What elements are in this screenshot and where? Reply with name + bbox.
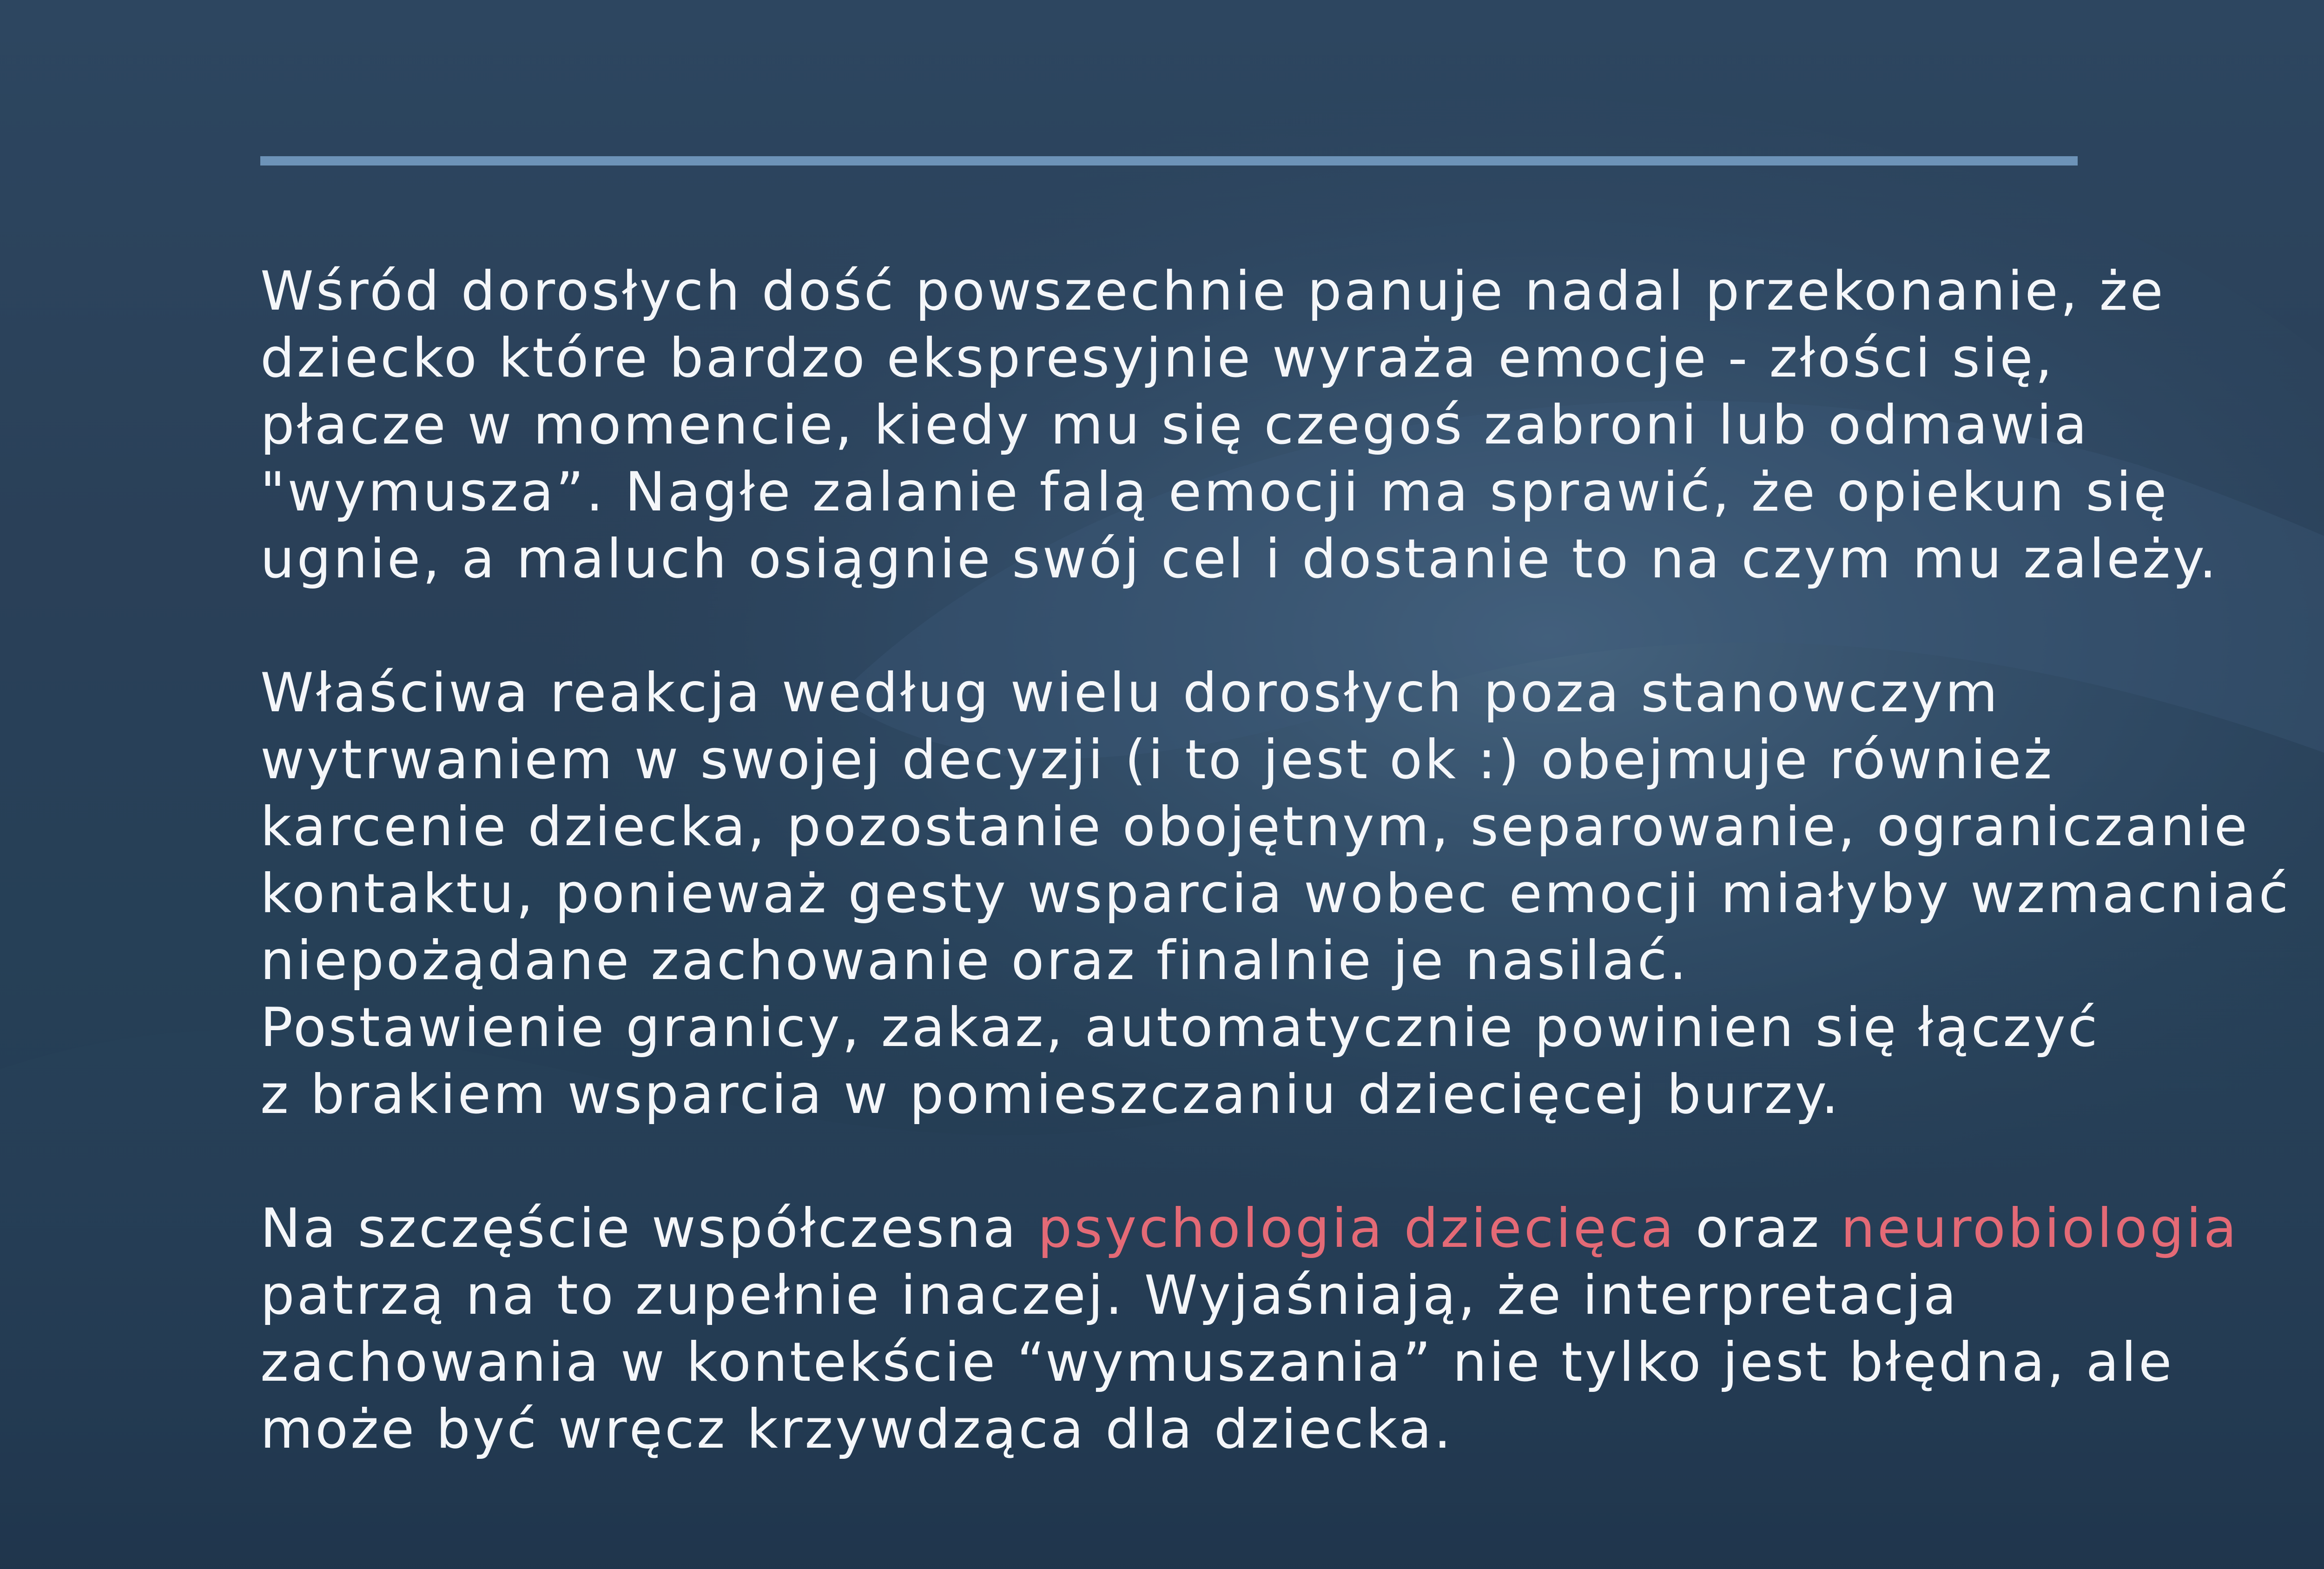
paragraph-line: niepożądane zachowanie oraz finalnie je nasilać. bbox=[260, 929, 1689, 992]
paragraph-line: Właściwa reakcja według wielu dorosłych poza stanowczym bbox=[260, 662, 2000, 724]
paragraph-2 bbox=[260, 660, 2305, 1128]
paragraph-3 bbox=[260, 1195, 2305, 1463]
highlight-psychologia: psychologia dziecięca bbox=[1037, 1197, 1676, 1260]
highlight-neurobiologia: neurobiologia bbox=[1841, 1197, 2239, 1260]
paragraph-line: dziecko które bardzo ekspresyjnie wyraża emocje - złości się, bbox=[260, 327, 2055, 390]
paragraph-line: wytrwaniem w swojej decyzji (i to jest ok :) obejmuje również bbox=[260, 728, 2054, 791]
line-text: oraz bbox=[1676, 1197, 1841, 1260]
text-body bbox=[260, 258, 2305, 1530]
paragraph-line: patrzą na to zupełnie inaczej. Wyjaśniają, że interpretacja bbox=[260, 1264, 1959, 1327]
paragraph-line: może być wręcz krzywdząca dla dziecka. bbox=[260, 1398, 1453, 1461]
paragraph-line: płacze w momencie, kiedy mu się czegoś zabroni lub odmawia bbox=[260, 394, 2089, 457]
paragraph-line: karcenie dziecka, pozostanie obojętnym, separowanie, ograniczanie bbox=[260, 795, 2250, 858]
paragraph-line: ugnie, a maluch osiągnie swój cel i dostanie to na czym mu zależy. bbox=[260, 528, 2219, 590]
paragraph-line: zachowania w kontekście “wymuszania” nie tylko jest błędna, ale bbox=[260, 1331, 2174, 1394]
paragraph-line: Wśród dorosłych dość powszechnie panuje nadal przekonanie, że bbox=[260, 260, 2166, 323]
paragraph-line: z brakiem wsparcia w pomieszczaniu dziecięcej burzy. bbox=[260, 1063, 1841, 1126]
paragraph-line bbox=[260, 1195, 2305, 1262]
paragraph-line: "wymusza”. Nagłe zalanie falą emocji ma sprawić, że opiekun się bbox=[260, 461, 2169, 523]
paragraph-line: Postawienie granicy, zakaz, automatycznie powinien się łączyć bbox=[260, 996, 2100, 1059]
line-text: Na szczęście współczesna bbox=[260, 1197, 1038, 1260]
paragraph-line: kontaktu, ponieważ gesty wsparcia wobec emocji miałyby wzmacniać bbox=[260, 862, 2291, 925]
divider-line bbox=[260, 156, 2078, 166]
paragraph-1 bbox=[260, 258, 2305, 593]
